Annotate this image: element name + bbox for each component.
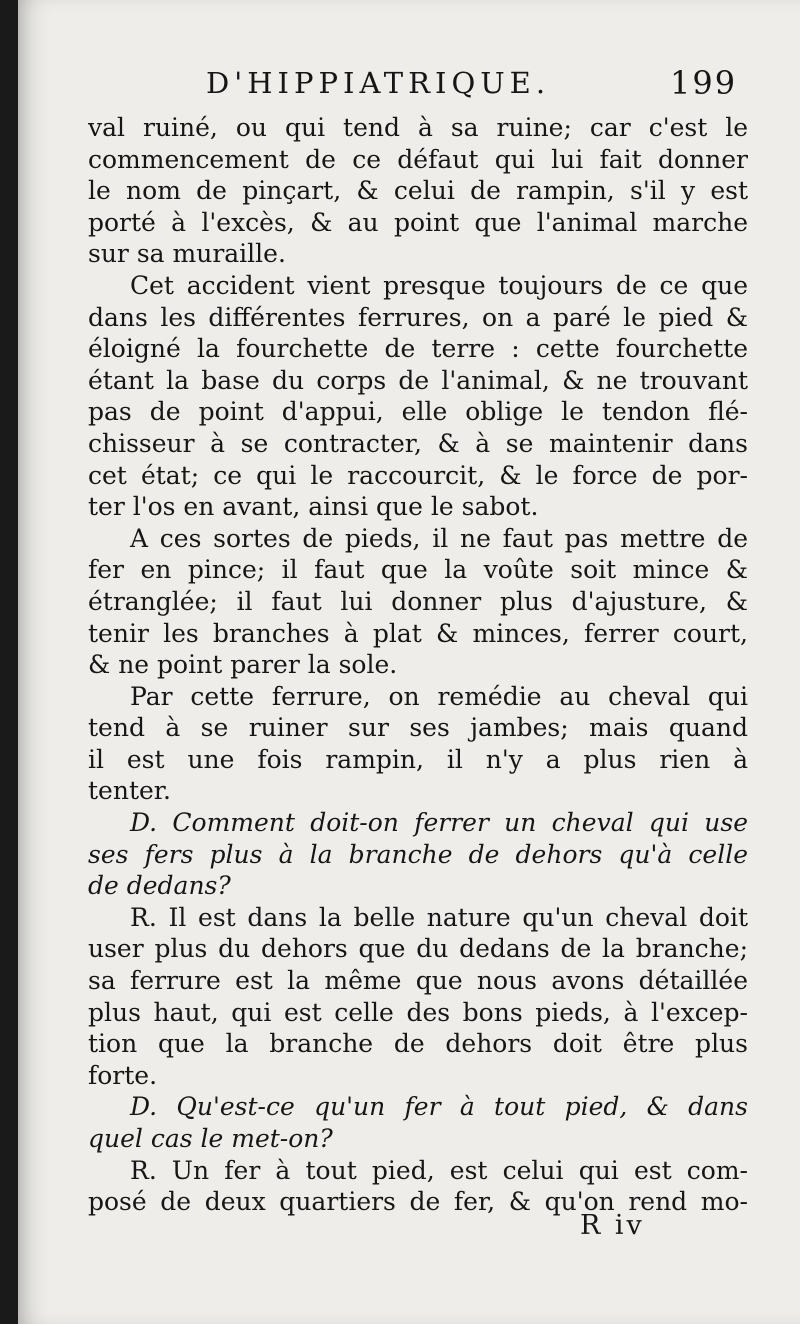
text-line: dans les différentes ferrures, on a paré le pied & (88, 302, 748, 332)
text-line: étranglée; il faut lui donner plus d'ajusture, & (88, 586, 748, 616)
text-line: fer en pince; il faut que la voûte soit mince & (88, 555, 748, 585)
text-line: Cet accident vient presque toujours de ce que (130, 270, 748, 300)
text-line: posé de deux quartiers de fer, & qu'on rend mo- (88, 1187, 748, 1217)
text-line: de dedans? (88, 871, 231, 901)
text-line: sa ferrure est la même que nous avons détaillée (88, 966, 748, 996)
text-line: il est une fois rampin, il n'y a plus rien à (88, 744, 748, 774)
text-line: cet état; ce qui le raccourcit, & le force de por- (88, 460, 748, 490)
text-line: quel cas le met-on? (88, 1124, 333, 1153)
text-line: plus haut, qui est celle des bons pieds, à l'excep- (88, 997, 748, 1027)
text-line: D. Comment doit-on ferrer un cheval qui use (130, 808, 748, 838)
text-line: commencement de ce défaut qui lui fait donner (88, 144, 748, 174)
text-line: tenter. (88, 776, 171, 806)
text-line: tend à se ruiner sur ses jambes; mais quand (88, 713, 748, 743)
text-line: étant la base du corps de l'animal, & ne trouvant (88, 365, 748, 395)
text-line: éloigné la fourchette de terre : cette fourchette (88, 334, 748, 364)
text-line: R. Il est dans la belle nature qu'un cheval doit (130, 902, 748, 932)
text-line: pas de point d'appui, elle oblige le tendon flé- (88, 397, 748, 427)
text-line: D. Qu'est-ce qu'un fer à tout pied, & dans (130, 1092, 748, 1122)
text-line: le nom de pinçart, & celui de rampin, s'il y est (88, 176, 748, 206)
signature-mark: R iv (580, 1210, 645, 1241)
text-line: val ruiné, ou qui tend à sa ruine; car c'est le (88, 113, 748, 142)
body-text (88, 112, 748, 1218)
text-line: user plus du dehors que du dedans de la branche; (88, 934, 748, 964)
text-line: & ne point parer la sole. (88, 650, 398, 680)
text-line: tenir les branches à plat & minces, ferrer court, (88, 618, 748, 648)
text-line: tion que la branche de dehors doit être plus (88, 1029, 748, 1059)
text-line: Par cette ferrure, on remédie au cheval qui (130, 681, 748, 711)
text-line: A ces sortes de pieds, il ne faut pas mettre de (130, 523, 748, 553)
text-line: ses fers plus à la branche de dehors qu'à celle (88, 839, 748, 869)
page-header (18, 64, 800, 114)
text-line: R. Un fer à tout pied, est celui qui est com- (130, 1155, 748, 1185)
text-line: ter l'os en avant, ainsi que le sabot. (88, 492, 539, 522)
page-number: 199 (670, 64, 738, 102)
text-line: chisseur à se contracter, & à se maintenir dans (88, 428, 748, 458)
text-line: forte. (88, 1060, 158, 1090)
running-head: D'HIPPIATRIQUE. (206, 66, 551, 100)
text-line: sur sa muraille. (88, 239, 286, 269)
book-page (18, 0, 800, 1324)
text-line: porté à l'excès, & au point que l'animal marche (88, 207, 748, 237)
